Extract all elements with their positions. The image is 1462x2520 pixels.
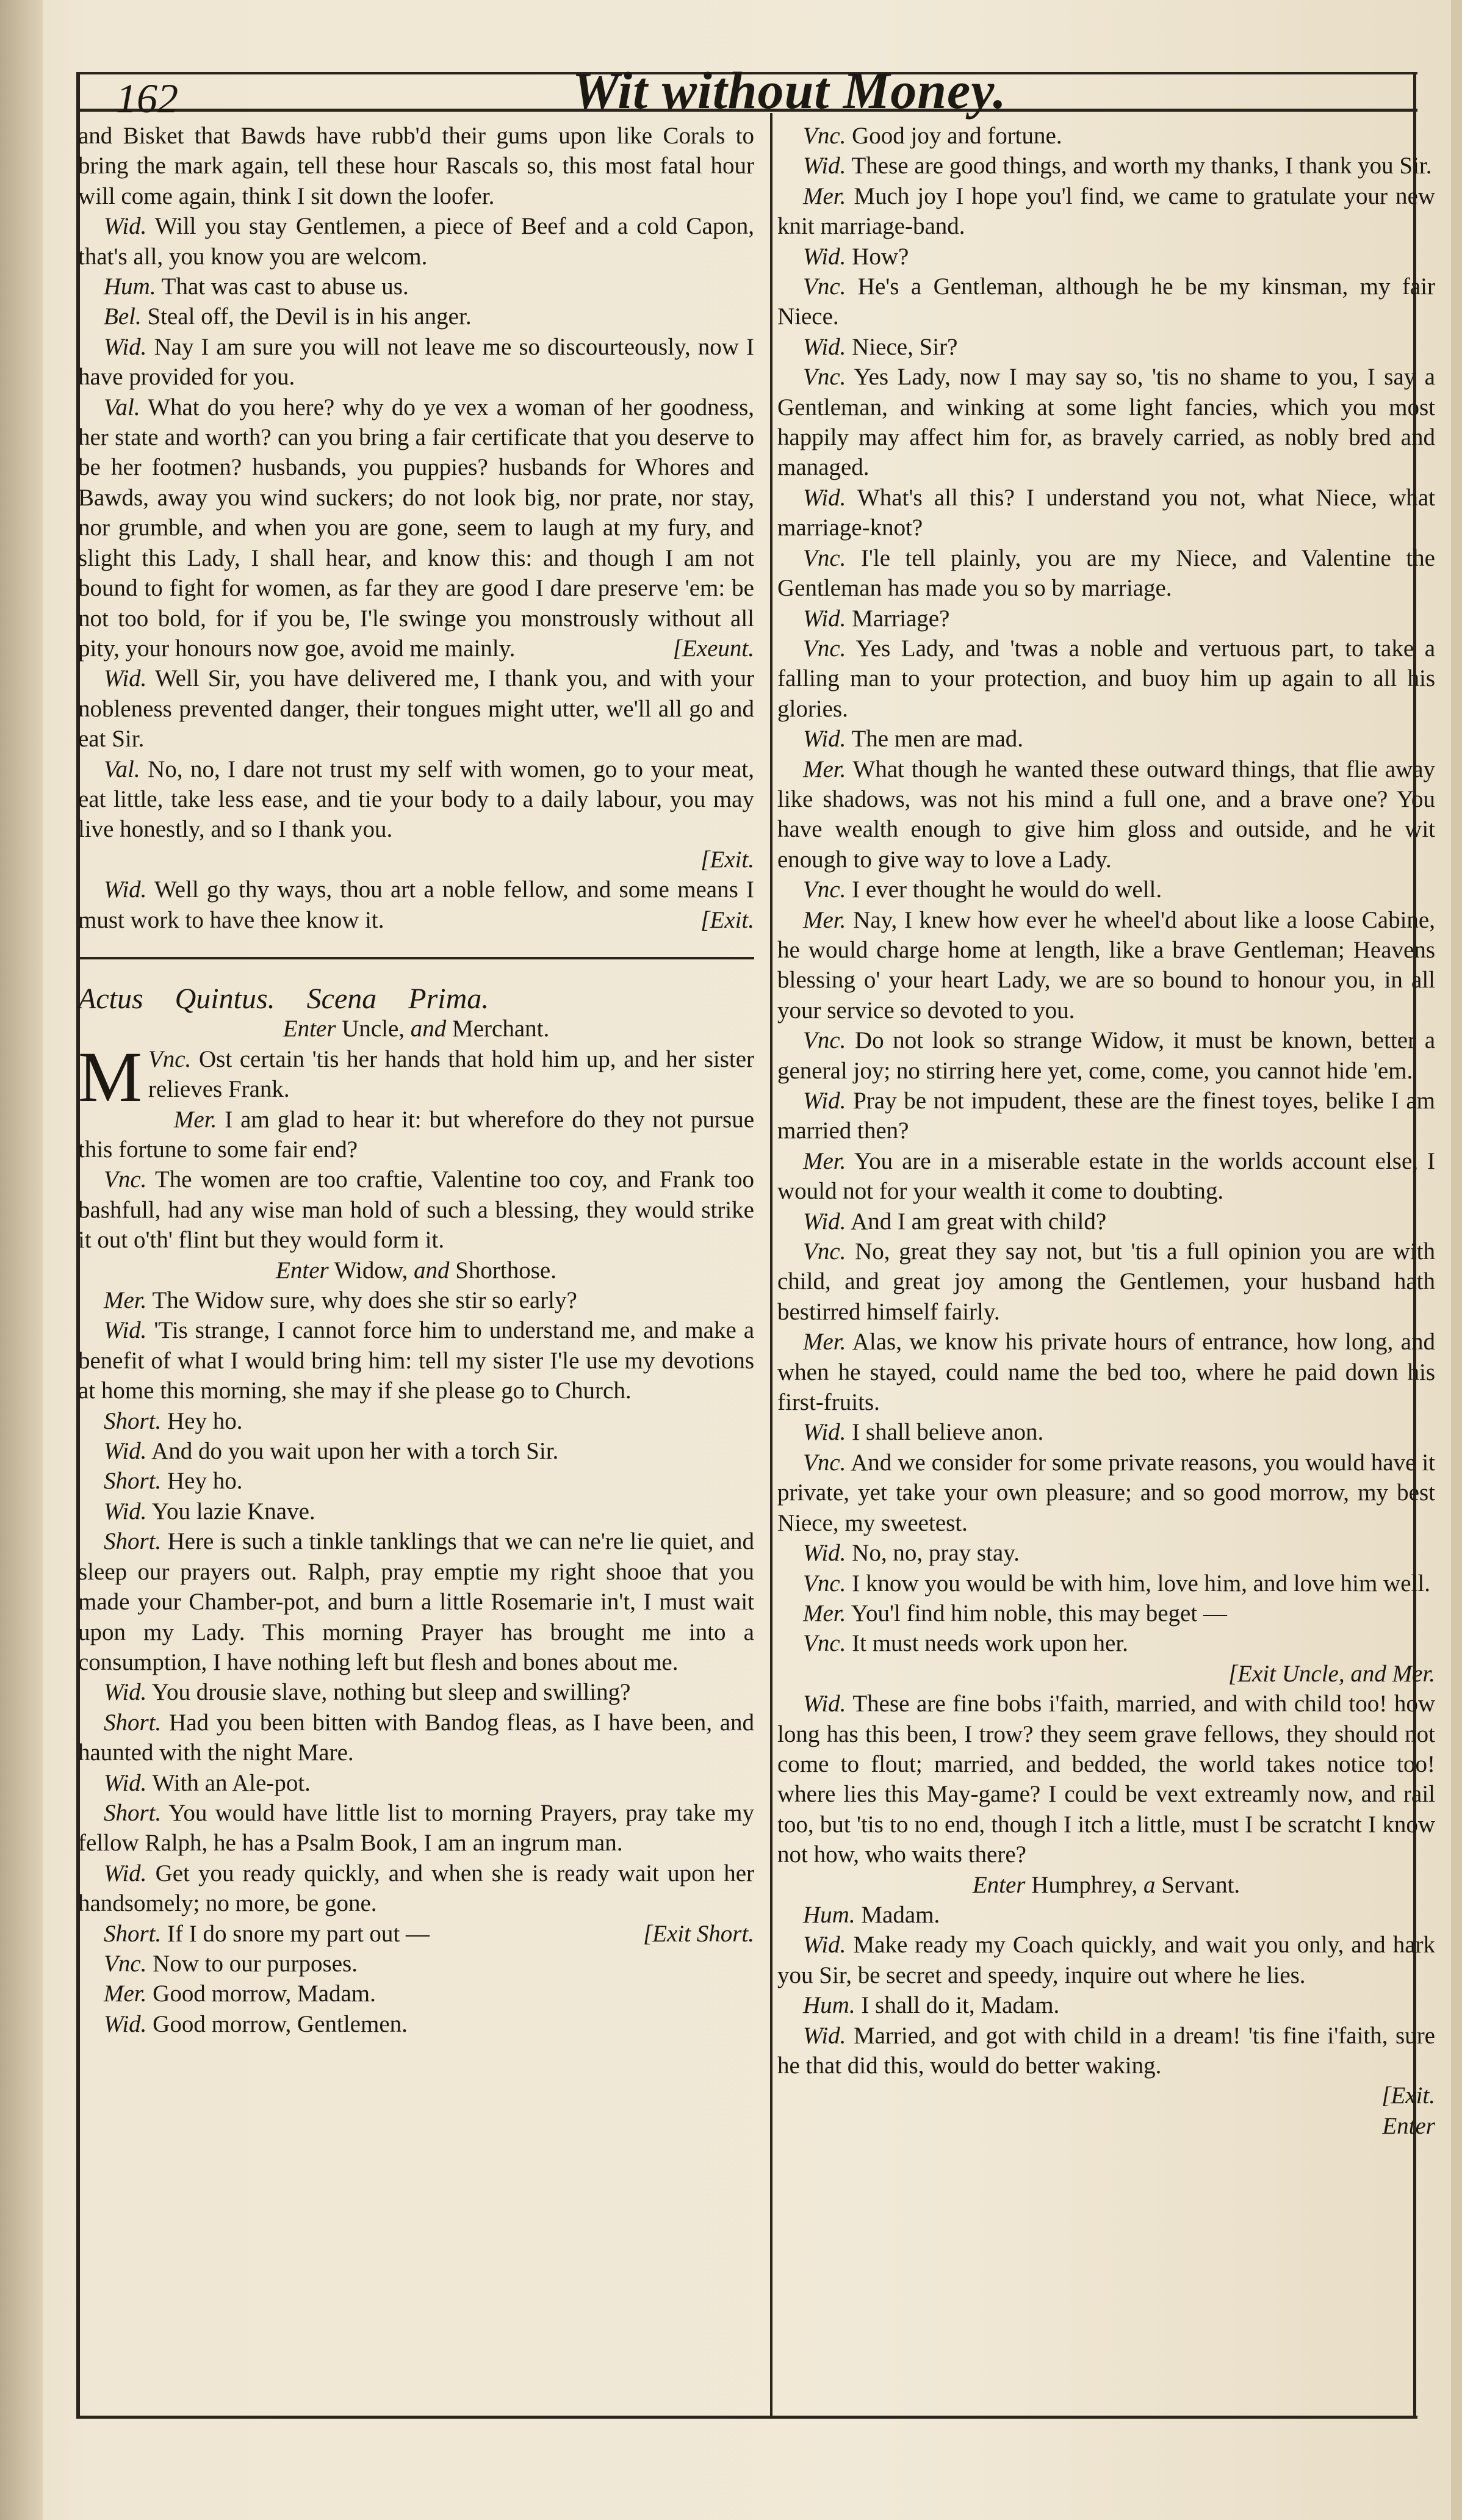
speech-text: What's all this? I understand you not, what Niece, what marriage-knot? [777, 484, 1435, 541]
speaker: Mer. [173, 1106, 217, 1133]
speaker: Wid. [104, 1438, 147, 1465]
speech-text: Now to our purposes. [153, 1950, 358, 1977]
speaker: Short. [104, 1709, 162, 1736]
speech [777, 1569, 1435, 1598]
speech-text: Well go thy ways, thou art a noble fellow, and some means I must work to have thee know it. [78, 876, 755, 933]
speaker: Wid. [104, 1317, 147, 1344]
speech [78, 1798, 754, 1858]
speech-text: He's a Gentleman, although he be my kinsman, my fair Niece. [777, 273, 1436, 330]
speech-text: Ost certain 'tis her hands that hold him up, and her sister relieves Frank. [148, 1045, 755, 1103]
speaker: Short. [104, 1407, 162, 1434]
speech-text: And do you wait upon her with a torch Sir. [151, 1438, 559, 1465]
speech-text: No, great they say not, but 'tis a full opinion you are with child, and great joy among the Gentlemen, your husband hath bestirred himself fairly. [777, 1238, 1435, 1325]
speech-text: Yes Lady, and 'twas a noble and vertuous part, to take a falling man to your protection, and buoy him up again to all his glories. [777, 635, 1435, 722]
speech-text: Hey ho. [167, 1407, 243, 1434]
entry-conj: a [1143, 1871, 1156, 1898]
running-title: Wit without Money. [572, 61, 1007, 120]
speech-text: Steal off, the Devil is in his anger. [147, 303, 472, 330]
speech-text: 'Tis strange, I cannot force him to understand me, and make a benefit of what I would bring him: tell my sister I'le use my devotions at home this morning, she may if she please go to Church. [78, 1317, 755, 1404]
speech-text: Yes Lady, now I may say so, 'tis no shame to you, I say a Gentleman, and winking at some light fancies, which you most happily may affect him for, as bravely carried, as nobly bred and managed. [777, 364, 1435, 481]
speech [777, 1598, 1435, 1628]
speech-text: No, no, I dare not trust my self with women, go to your meat, eat little, take less ease, and tie your body to a daily labour, you may live honestly, and so I thank you. [78, 756, 754, 843]
entry-word: Enter [276, 1257, 329, 1283]
speech-text: You'l find him noble, this may beget — [851, 1600, 1227, 1626]
speech-text: Married, and got with child in a dream! 'tis fine i'faith, sure he that did this, would do better waking. [777, 2022, 1435, 2079]
speaker: Mer. [803, 182, 846, 209]
speech [78, 1677, 754, 1707]
entry-names: Humphrey, [1031, 1871, 1138, 1898]
speaker: Wid. [803, 1088, 846, 1114]
speech [777, 1237, 1435, 1327]
speech [777, 634, 1435, 724]
speech-text: It must needs work upon her. [852, 1630, 1128, 1657]
speech [777, 754, 1435, 875]
speech [78, 663, 754, 754]
speaker: Bel. [104, 303, 142, 330]
speaker: Mer. [803, 906, 846, 933]
speech-text: Make ready my Coach quickly, and wait you only, and hark you Sir, be secret and speedy, inquire out where he lies. [777, 1932, 1436, 1988]
speaker: Wid. [104, 213, 147, 240]
speaker: Mer. [803, 1600, 846, 1626]
stage-direction: [Exit. [700, 846, 754, 873]
speech [78, 1949, 754, 1979]
scene-title: Scena Prima. [306, 982, 489, 1015]
speech [777, 1327, 1435, 1417]
speech [78, 1466, 754, 1496]
speaker: Short. [104, 1920, 162, 1947]
speech-text: You are in a miserable estate in the worlds account else, I would not for your wealth it come to doubting. [777, 1147, 1435, 1205]
speaker: Vnc. [803, 1238, 846, 1265]
speaker: Vnc. [104, 1950, 147, 1977]
speaker: Hum. [803, 1901, 855, 1928]
speech-text: And I am great with child? [851, 1208, 1107, 1235]
stage-entry [777, 1870, 1435, 1900]
speech-text: I ever thought he would do well. [852, 876, 1162, 903]
speech [777, 483, 1435, 543]
act-scene-heading [78, 984, 754, 1014]
speech-text: Madam. [861, 1901, 940, 1928]
speech-text: And we consider for some private reasons, you would have it private, yet take your own pleasure; and so good morrow, my best Niece, my sweetest. [777, 1449, 1435, 1536]
speech [777, 181, 1435, 242]
speech [78, 1768, 754, 1798]
speech-text: The men are mad. [851, 726, 1023, 753]
speaker: Vnc. [803, 635, 846, 662]
speech [78, 1708, 754, 1768]
act-title: Actus Quintus. [78, 982, 275, 1015]
speech-text: I shall believe anon. [852, 1419, 1044, 1446]
speech [777, 724, 1435, 754]
speaker: Vnc. [803, 1449, 846, 1476]
speaker: Vnc. [803, 1630, 846, 1657]
speech [777, 1930, 1435, 1990]
speech [777, 543, 1435, 604]
speaker: Mer. [104, 1287, 147, 1314]
speaker: Short. [104, 1468, 162, 1495]
speech [78, 2009, 754, 2039]
column-divider [770, 113, 772, 2416]
speech [78, 875, 754, 935]
speech [777, 151, 1435, 181]
speech [777, 1900, 1435, 1930]
speech-text: Here is such a tinkle tanklings that we can ne're lie quiet, and sleep our prayers out. Ralph, pray emptie my right shooe that you made your Chamber-pot, and burn a little Rosemarie in't, I must wait upon my Lady. This morning Prayer has brought me into a consumption, I have nothing left but flesh and bones about me. [78, 1528, 755, 1675]
speech-text: These are good things, and worth my thanks, I thank you Sir. [851, 153, 1432, 179]
speech [78, 1526, 754, 1677]
speaker: Vnc. [803, 364, 846, 391]
speaker: Wid. [104, 876, 147, 903]
speaker: Wid. [104, 333, 147, 360]
speaker: Wid. [104, 2010, 147, 2037]
stage-entry [78, 1014, 754, 1044]
speech-text: You would have little list to morning Prayers, pray take my fellow Ralph, he has a Psalm Book, I am an ingrum man. [78, 1799, 754, 1857]
page-number: 162 [116, 75, 178, 121]
stage-direction: [Exeunt. [672, 635, 754, 662]
speech-text: Had you been bitten with Bandog fleas, as I have been, and haunted with the night Mare. [78, 1709, 755, 1766]
speech-text: Much joy I hope you'l find, we came to gratulate your new knit marriage-band. [777, 182, 1435, 240]
speaker: Vnc. [803, 876, 846, 903]
speech [777, 1990, 1435, 2020]
speech-text: I shall do it, Madam. [861, 1992, 1060, 2019]
entry-names: Uncle, [342, 1016, 405, 1042]
speech [78, 1315, 754, 1406]
entry-conj: and [413, 1257, 450, 1283]
binding-gutter [0, 0, 43, 2520]
stage-direction: [Exit. [1381, 2082, 1435, 2109]
speech-text: With an Ale-pot. [152, 1769, 311, 1796]
entry-names-2: Shorthose. [455, 1257, 556, 1283]
speech [777, 121, 1435, 151]
speaker: Wid. [803, 153, 846, 179]
speaker: Wid. [104, 1860, 147, 1886]
speech-text: Pray be not impudent, these are the finest toyes, belike I am married then? [777, 1088, 1436, 1144]
speaker: Wid. [803, 726, 846, 753]
speaker: Mer. [803, 1329, 846, 1356]
speech-text: That was cast to abuse us. [161, 273, 409, 300]
stage-direction: [Exit Uncle, and Mer. [1228, 1660, 1435, 1687]
speech [777, 2021, 1435, 2081]
speech [78, 392, 754, 664]
page-edge [1451, 0, 1462, 2520]
speech [78, 1036, 755, 1117]
entry-names-2: Merchant. [452, 1016, 550, 1042]
speech-text: Well Sir, you have delivered me, I thank you, and with your nobleness prevented danger, their tongues might utter, we'll all go and eat Sir. [78, 665, 755, 753]
speech [78, 211, 754, 272]
entry-word: Enter [283, 1016, 336, 1042]
speech-text: Good joy and fortune. [852, 123, 1062, 149]
speaker: Vnc. [148, 1045, 192, 1072]
act-divider-rule [78, 957, 754, 959]
speaker: Wid. [104, 665, 147, 692]
entry-word: Enter [972, 1871, 1026, 1898]
speaker: Short. [104, 1799, 162, 1826]
speech [777, 362, 1435, 483]
speaker: Wid. [803, 243, 846, 270]
speaker: Wid. [803, 1540, 846, 1567]
speech [777, 272, 1435, 332]
speaker: Vnc. [803, 1570, 846, 1597]
speech-text: Good morrow, Gentlemen. [153, 2010, 408, 2037]
speech [78, 1858, 754, 1919]
speech [78, 1979, 754, 2009]
speech [777, 1448, 1435, 1538]
speaker: Wid. [803, 1691, 846, 1717]
speaker: Vnc. [803, 544, 846, 571]
speaker: Short. [104, 1528, 162, 1555]
speech [78, 301, 754, 331]
speech [777, 604, 1435, 634]
speech [777, 875, 1435, 904]
speaker: Wid. [803, 2022, 846, 2049]
speech [777, 905, 1435, 1026]
speaker: Mer. [803, 1147, 846, 1174]
stage-direction: [Exit. [700, 906, 754, 933]
speech [777, 1628, 1435, 1658]
speech-text: Niece, Sir? [852, 333, 958, 360]
speech-text: What though he wanted these outward things, that flie away like shadows, was not his mind a full one, and a brave one? You have wealth enough to give him gloss and outside, and he wit enough to give way to love a Lady. [777, 756, 1436, 873]
speech-text: Alas, we know his private hours of entrance, how long, and when he stayed, could name the bed too, where he paid down his first-fruits. [777, 1329, 1435, 1416]
speech-text: Will you stay Gentlemen, a piece of Beef and a cold Capon, that's all, you know you are welcom. [78, 213, 755, 270]
speaker: Wid. [104, 1498, 147, 1525]
speaker: Wid. [803, 333, 846, 360]
speech-text: How? [852, 243, 909, 270]
speaker: Vnc. [104, 1166, 147, 1193]
entry-names-2: Servant. [1161, 1871, 1241, 1898]
right-column [777, 121, 1435, 2141]
left-column [78, 121, 754, 2039]
speaker: Mer. [104, 1980, 147, 2007]
speech-text: Get you ready quickly, and when she is ready wait upon her handsomely; no more, be gone. [78, 1860, 755, 1917]
drop-cap: M [78, 1036, 142, 1117]
speech-text: Nay, I knew how ever he wheel'd about like a loose Cabine, he would charge home at length, like a brave Gentleman; Heavens blessing o' your heart Lady, we are so bound to honour you, in all your service so devoted to you. [777, 906, 1435, 1024]
speech [78, 272, 754, 301]
speaker: Wid. [803, 605, 846, 632]
speech [777, 1025, 1435, 1086]
speaker: Wid. [803, 1932, 846, 1959]
speaker: Vnc. [803, 1027, 846, 1054]
speech-text: You lazie Knave. [151, 1498, 315, 1525]
speech [777, 1086, 1435, 1146]
speech-text: No, no, pray stay. [852, 1540, 1020, 1567]
continued-speech: and Bisket that Bawds have rubb'd their gums upon like Corals to bring the mark again, tell these hour Rascals so, this most fatal hour will come again, think I sit down the loofer. [78, 123, 754, 209]
speaker: Vnc. [803, 123, 846, 149]
speech-text: I'le tell plainly, you are my Niece, and Valentine the Gentleman has made you so by marriage. [777, 544, 1435, 602]
speech [78, 1919, 754, 1949]
stage-direction: [Exit Short. [643, 1920, 754, 1947]
speaker: Vnc. [803, 273, 846, 300]
catchword: Enter [1382, 2112, 1435, 2139]
speech-text: Marriage? [852, 605, 950, 632]
speech-text: What do you here? why do ye vex a woman of her goodness, her state and worth? can you bring a fair certificate that you deserve to be her footmen? husbands, you puppies? husbands for Whores and Bawds, away you wind suckers; do not look big, nor prate, nor stay, nor grumble, and when you are gone, seem to laugh at my fury, and slight this Lady, I shall hear, and know this: and though I am not bound to fight for women, as far they are good I dare preserve 'em: be not too bold, for if you be, I'le swinge you monstrously without all pity, your honours now goe, avoid me mainly. [78, 394, 755, 662]
speech [777, 332, 1435, 362]
speech [78, 1105, 754, 1165]
speaker: Wid. [803, 1419, 846, 1446]
speech [777, 1207, 1435, 1237]
speech [78, 754, 754, 845]
speech [78, 332, 754, 392]
speech-text: The women are too craftie, Valentine too coy, and Frank too bashfull, had any wise man hold of such a blessing, they would strike it out o'th' flint but they would form it. [78, 1166, 755, 1254]
speech-text: I am glad to hear it: but wherefore do they not pursue this fortune to some fair end? [78, 1106, 755, 1163]
speech-text: The Widow sure, why does she stir so early? [152, 1287, 577, 1314]
speech-text: You drousie slave, nothing but sleep and swilling? [151, 1679, 631, 1706]
speech [777, 1146, 1435, 1207]
entry-conj: and [410, 1016, 447, 1042]
speech-text: Nay I am sure you will not leave me so discourteously, now I have provided for you. [78, 333, 755, 391]
stage-entry [78, 1255, 754, 1285]
speaker: Val. [104, 394, 140, 421]
speech [777, 1538, 1435, 1568]
speaker: Wid. [803, 484, 846, 511]
speech-text: Good morrow, Madam. [153, 1980, 376, 2007]
speech [78, 1496, 754, 1526]
speaker: Wid. [104, 1679, 147, 1706]
speech [78, 1436, 754, 1466]
speech-text: I know you would be with him, love him, and love him well. [852, 1570, 1430, 1597]
speech [777, 1689, 1435, 1869]
entry-names: Widow, [334, 1257, 408, 1283]
speaker: Val. [104, 756, 140, 782]
speech [777, 1417, 1435, 1447]
speech [777, 242, 1435, 272]
speaker: Wid. [104, 1769, 147, 1796]
speech [78, 1406, 754, 1436]
speech [78, 1285, 754, 1315]
speaker: Wid. [803, 1208, 846, 1235]
speaker: Hum. [803, 1992, 855, 2019]
speech-text: If I do snore my part out — [167, 1920, 430, 1947]
footer-rule [76, 2416, 1417, 2419]
speaker: Hum. [104, 273, 156, 300]
speech-text: Do not look so strange Widow, it must be known, better a general joy; no stirring here yet, come, come, you cannot hide 'em. [777, 1027, 1436, 1084]
speech [78, 1164, 754, 1255]
speech-text: Hey ho. [167, 1468, 243, 1495]
speaker: Mer. [803, 756, 846, 782]
speech-text: These are fine bobs i'faith, married, and with child too! how long has this been, I trow? they seem grave fellows, they should not come to flout; married, and bedded, the world takes notice too! where lies this May-game? I could be vext extreamly now, and rail too, but 'tis to no end, though I itch a little, must I be scratcht I know not how, who waits there? [777, 1691, 1435, 1868]
